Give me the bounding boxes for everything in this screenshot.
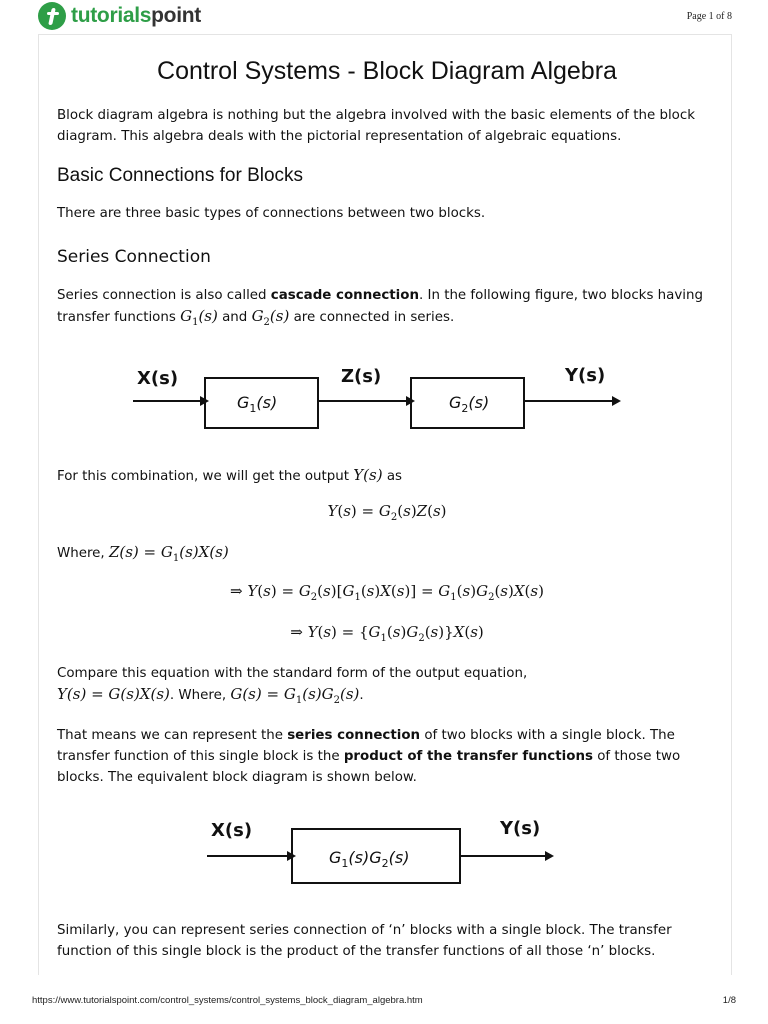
eq-input-label: X(s) (211, 820, 253, 841)
equation-3: ⇒ $Y(s) = \{G_1(s)G_2(s)\}X(s)$ (290, 623, 484, 644)
input-label: X(s) (137, 368, 179, 389)
footer-page-number: 1/8 (722, 995, 736, 1006)
page-indicator: Page 1 of 8 (686, 11, 732, 22)
output-arrowhead (612, 396, 621, 406)
logo-text-tutorials: tutorials (71, 4, 152, 27)
math-g2: $G_2(s)$ (251, 307, 290, 328)
series-connection-term: series connection (287, 728, 421, 743)
output-text-1: For this combination, we will get the output (57, 469, 354, 484)
page-title: Control Systems - Block Diagram Algebra (157, 57, 617, 85)
cascade-connection-term: cascade connection (270, 288, 419, 303)
means-text-1: That means we can represent the (57, 728, 288, 743)
math-ys: Y(s) (353, 466, 383, 484)
section-paragraph: There are three basic types of connections between two blocks. (57, 206, 486, 221)
section-heading: Basic Connections for Blocks (57, 165, 304, 186)
eq-output-label: Y(s) (500, 818, 541, 839)
math-zs: $Z(s) = G_1(s)X(s)$ (108, 543, 229, 564)
equation-2: ⇒ $Y(s) = G_2(s)[G_1(s)X(s)] = G_1(s)G_2(s)X(s)$ (230, 582, 544, 603)
logo-text-point: point (151, 4, 201, 27)
eq-output-arrowhead (545, 851, 554, 861)
series-text-2: . In the following figure, two blocks having transfer functions (57, 288, 703, 325)
intro-paragraph: Block diagram algebra is nothing but the algebra involved with the basic elements of the block diagram. This algebra deals with the pictorial representation of algebraic equations. (57, 108, 695, 144)
block-g2-label: $G_2(s)$ (449, 393, 490, 415)
tutorialspoint-logo[interactable] (38, 2, 201, 30)
compare-text-1: Compare this equation with the standard form of the output equation, (57, 666, 528, 681)
series-text-4: are connected in series. (289, 310, 455, 325)
block-g1g2-label: $G_1(s)G_2(s)$ (329, 848, 410, 870)
equation-1: $Y(s) = G_2(s)Z(s)$ (327, 502, 447, 523)
footer-url[interactable]: https://www.tutorialspoint.com/control_systems/control_systems_block_diagram_algebra.htm (32, 995, 423, 1006)
where-label: Where, (57, 546, 109, 561)
output-label: Y(s) (565, 365, 606, 386)
math-g1: $G_1(s)$ (180, 307, 218, 328)
compare-text-2: . Where, (169, 688, 231, 703)
subsection-heading: Series Connection (57, 247, 211, 267)
math-gs: $G(s) = G_1(s)G_2(s)$ (230, 685, 360, 706)
math-standard-form: Y(s) = G(s)X(s) (57, 685, 170, 703)
where-paragraph (57, 542, 717, 569)
means-text-3: of those two blocks. The equivalent block diagram is shown below. (57, 749, 681, 785)
article-content (57, 55, 717, 962)
equivalent-block-diagram (57, 804, 717, 894)
similar-paragraph: Similarly, you can represent series connection of ‘n’ blocks with a single block. The transfer function of this single block is the product of the transfer functions of all those ‘n’ blocks. (57, 923, 672, 959)
logo-text (71, 4, 201, 28)
means-paragraph (57, 725, 717, 788)
block-g1-label: $G_1(s)$ (237, 393, 278, 415)
means-text-2: of two blocks with a single block. The transfer function of this single block is the (57, 728, 675, 764)
compare-paragraph: Compare this equation with the standard form of the output equation, Y(s) = G(s)X(s). Where, $G(s) = G_1(s)G_2(s)$. (57, 666, 528, 706)
product-term: product of the transfer functions (343, 749, 593, 764)
series-text-1: Series connection is also called (57, 288, 271, 303)
series-block-diagram (57, 351, 717, 441)
series-paragraph (57, 285, 717, 333)
logo-icon (38, 2, 66, 30)
series-text-3: and (217, 310, 252, 325)
output-text-2: as (382, 469, 403, 484)
middle-label: Z(s) (341, 366, 382, 387)
output-paragraph (57, 465, 717, 487)
